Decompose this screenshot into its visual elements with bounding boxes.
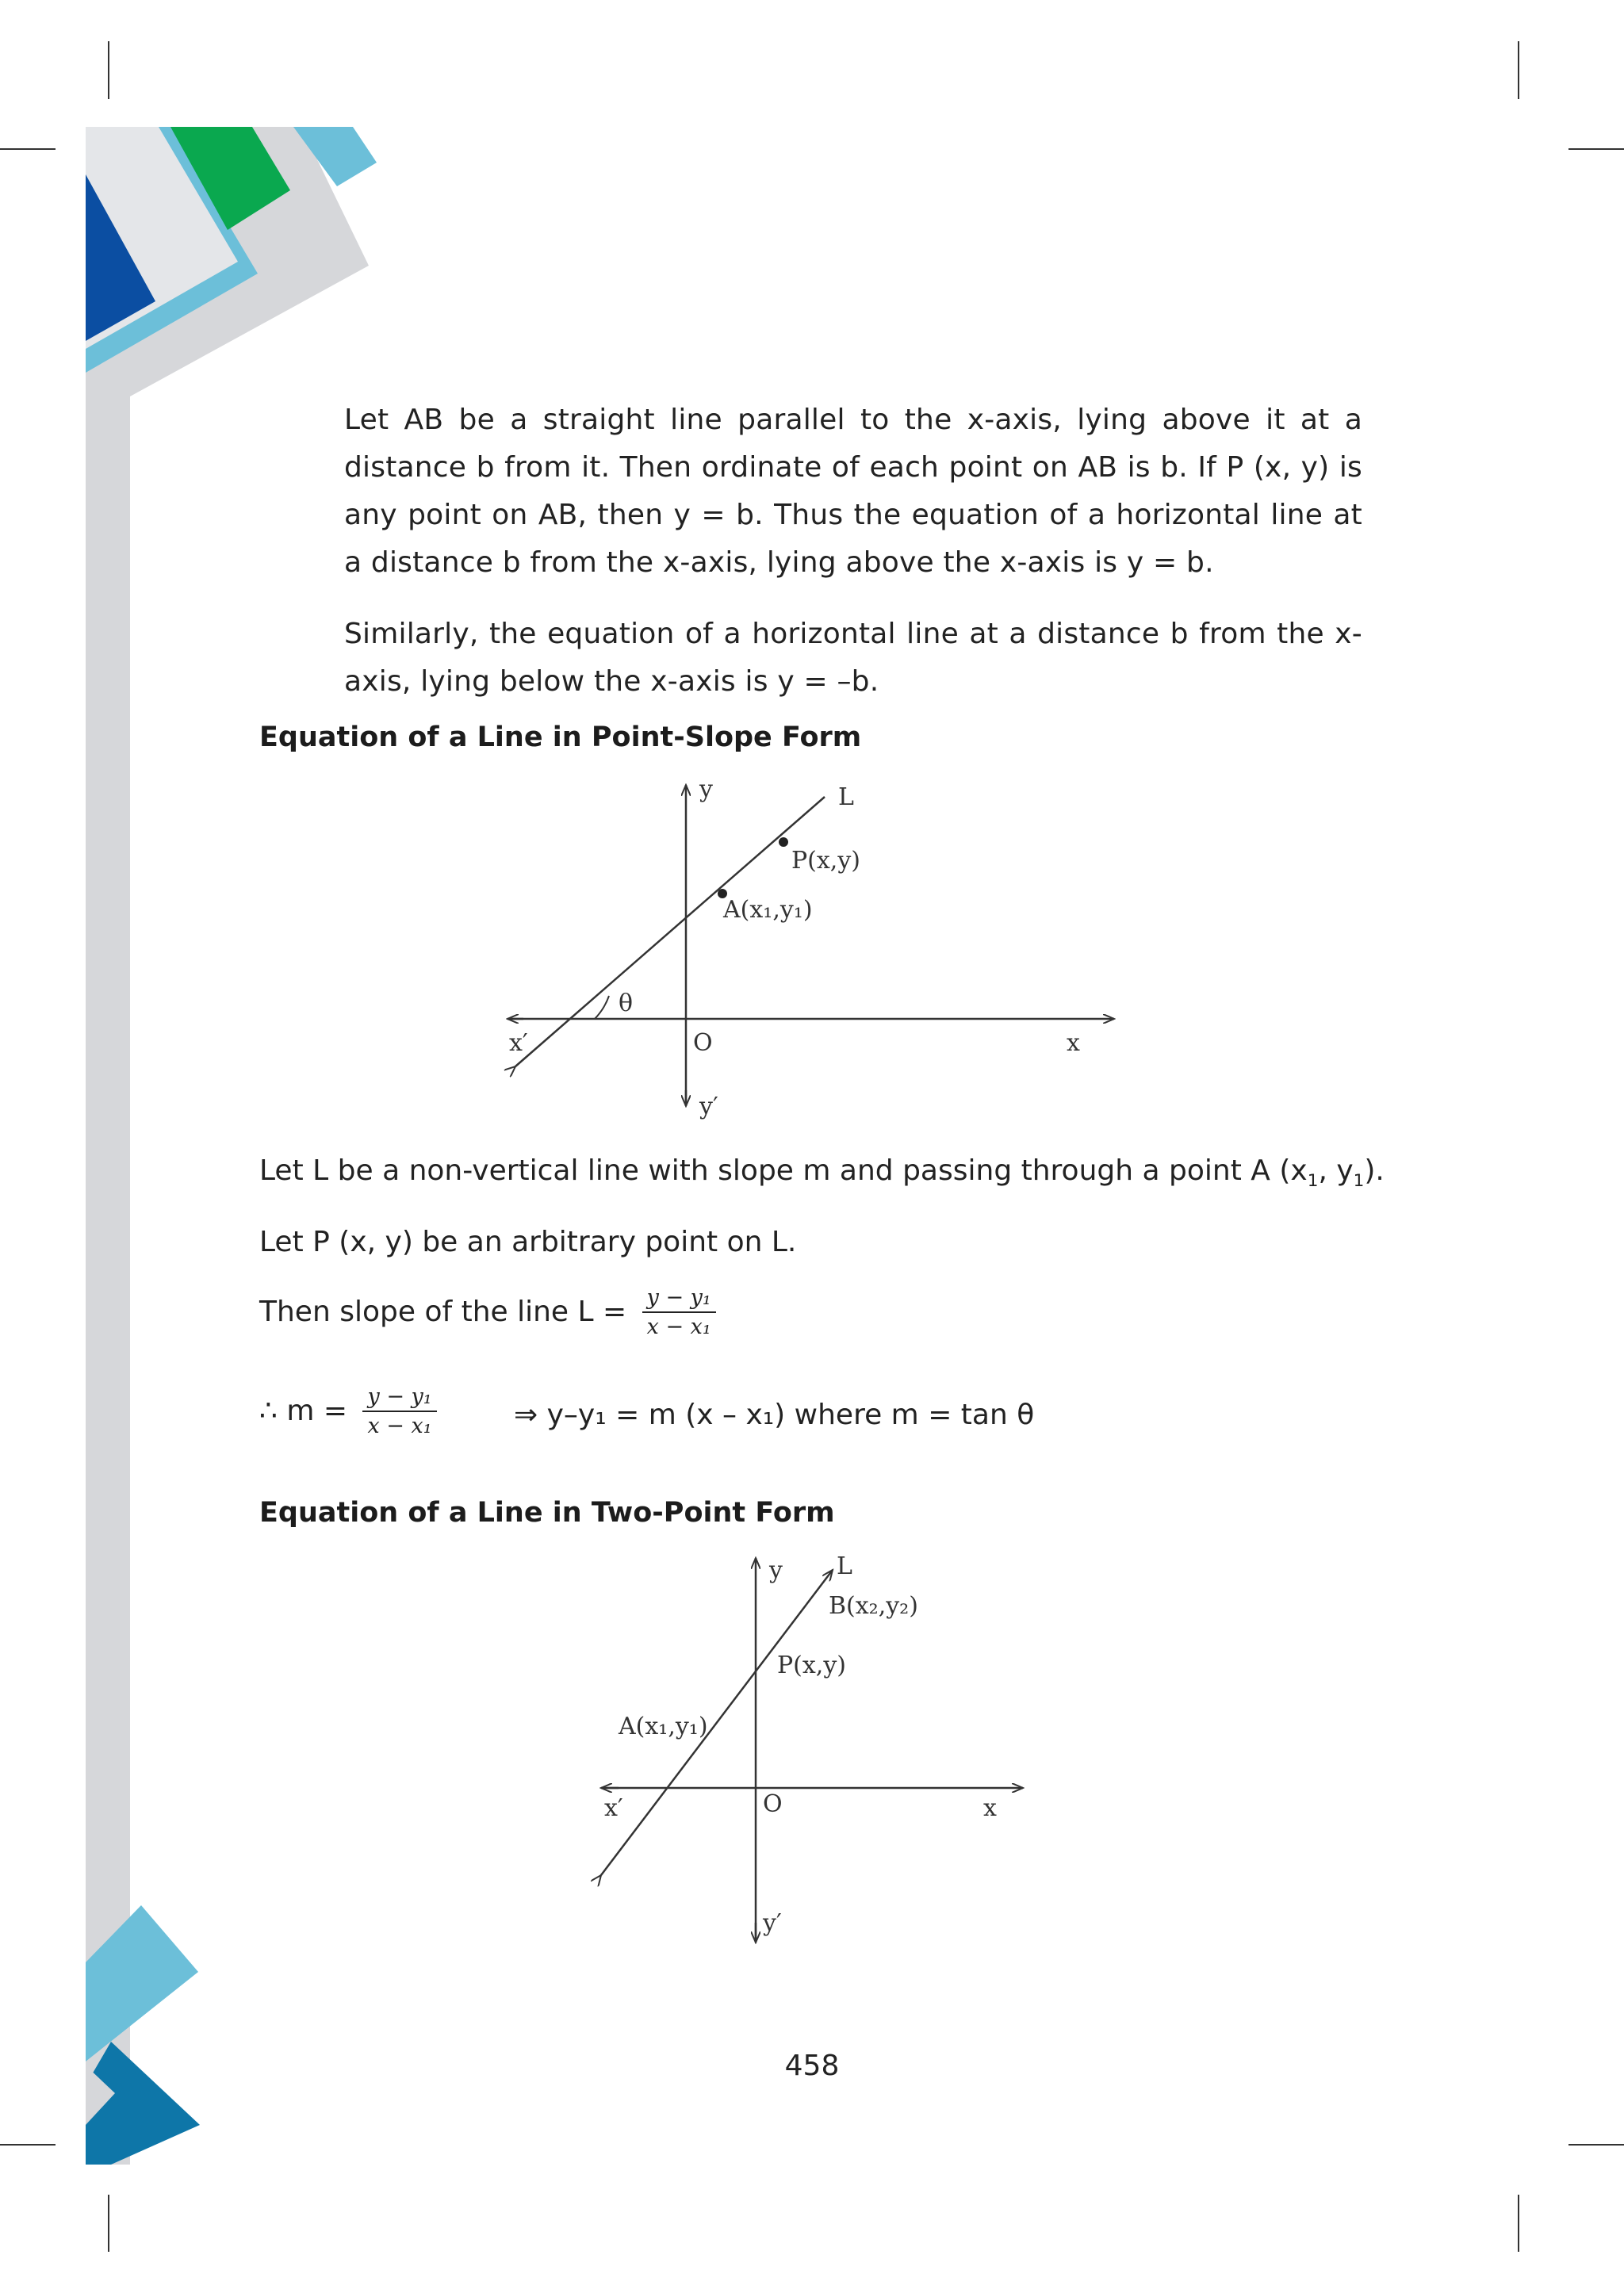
left-grey-band [86, 127, 130, 2165]
label-y-2: y [769, 1556, 783, 1584]
m-fraction: $\frac{\text{y − y₁}}{\text{x − x₁}}$ [362, 1384, 436, 1441]
section-heading-two-point: Equation of a Line in Two-Point Form [259, 1497, 835, 1529]
text-non-vertical-line: Let L be a non-vertical line with slope m and passing through a point A ($x_1$, $y_1$). [259, 1154, 1385, 1192]
label-y-prime: y′ [699, 1093, 718, 1120]
label-origin-2: O [763, 1790, 783, 1818]
angle-theta-arc [595, 996, 609, 1019]
label-origin: O [693, 1029, 713, 1057]
label-point-a: A(x₁,y₁) [723, 896, 813, 924]
paragraph-horizontal-line-below: Similarly, the equation of a horizontal line at a distance b from the x-axis, lying below the x-axis is y = –b. [344, 618, 1362, 698]
label-y: y [699, 775, 713, 803]
point-slope-equation: ⇒ y–y₁ = m (x – x₁) where m = tan θ [514, 1399, 1035, 1431]
label-x: x [1067, 1029, 1080, 1057]
label-theta: θ [619, 990, 634, 1017]
point-slope-figure [492, 773, 1126, 1126]
line-l [515, 797, 825, 1066]
label-x-2: x [983, 1794, 997, 1822]
label-point-p: P(x,y) [791, 847, 860, 875]
label-y-prime-2: y′ [763, 1909, 782, 1937]
paragraph-horizontal-line-above: Let AB be a straight line parallel to the x-axis, lying above it at a distance b from it. Then ordinate of each point on AB is b. If P (x, y) is any point on AB, then y = b. Thus the equation of a horizontal line at a distance b from the x-axis, lying above the x-axis is y = b. [344, 404, 1362, 579]
label-point-a-2: A(x₁,y₁) [619, 1713, 708, 1740]
label-x-prime: x′ [509, 1029, 528, 1057]
slope-formula: Then slope of the line L = $\frac{\text{y − y₁}}{\text{x − x₁}}$ [259, 1284, 716, 1342]
label-line-l: L [838, 783, 854, 811]
label-line-l-2: L [837, 1552, 852, 1580]
label-x-prime-2: x′ [604, 1794, 623, 1822]
label-point-b: B(x₂,y₂) [829, 1592, 918, 1620]
page-number: 458 [784, 2050, 840, 2082]
therefore-formula: ∴ m = $\frac{\text{y − y₁}}{\text{x − x₁}}$ [259, 1384, 437, 1441]
section-heading-point-slope: Equation of a Line in Point-Slope Form [259, 722, 862, 753]
two-point-figure [587, 1550, 1039, 1947]
slope-fraction: $\frac{\text{y − y₁}}{\text{x − x₁}}$ [642, 1284, 716, 1342]
text-arbitrary-point: Let P (x, y) be an arbitrary point on L. [259, 1226, 797, 1258]
label-point-p-2: P(x,y) [777, 1652, 846, 1679]
point-p-dot [779, 837, 788, 847]
